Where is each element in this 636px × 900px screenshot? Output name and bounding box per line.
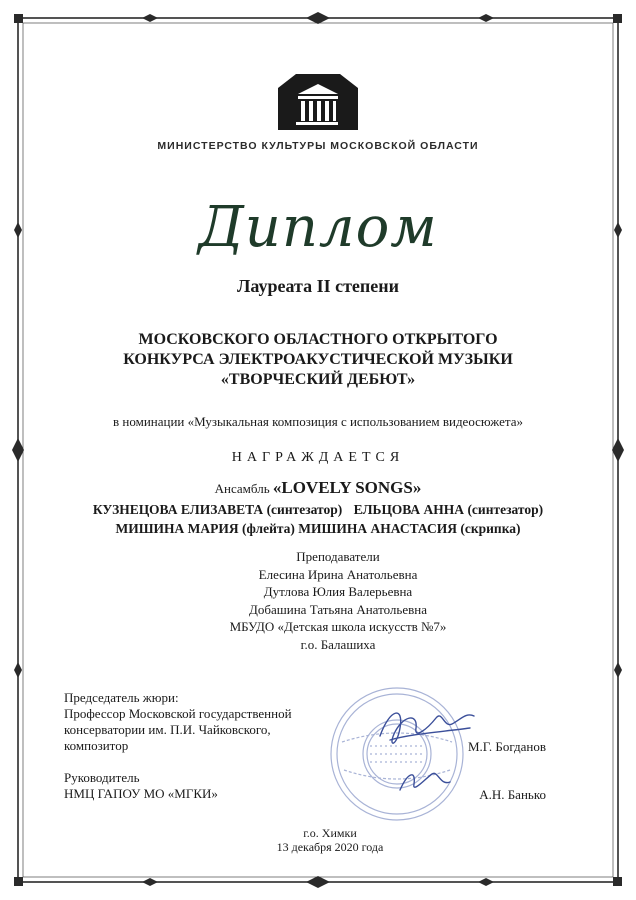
jury-line: консерватории им. П.И. Чайковского, [64, 722, 271, 737]
nomination: в номинации «Музыкальная композиция с использованием видеосюжета» [113, 414, 523, 429]
issue-date: 13 декабря 2020 года [276, 840, 384, 854]
teacher-name: Дутлова Юлия Валерьевна [263, 584, 413, 599]
members [0, 500, 636, 538]
ensemble [0, 478, 636, 498]
member-name: МИШИНА МАРИЯ [115, 521, 239, 536]
signature-mark [370, 698, 482, 800]
member-name: ЕЛЬЦОВА АННА [353, 502, 465, 517]
school-name: МБУДО «Детская школа искусств №7» [229, 619, 447, 634]
jury-line: Председатель жюри: [64, 690, 179, 705]
ensemble-name: «LOVELY SONGS» [272, 478, 422, 497]
school-city: г.о. Балашиха [300, 636, 376, 652]
teachers-label: Преподаватели [296, 549, 380, 564]
awarded-heading: НАГРАЖДАЕТСЯ [231, 450, 405, 465]
director-name: А.Н. Банько [479, 787, 546, 802]
ensemble-prefix: Ансамбль [214, 481, 270, 496]
member-name: КУЗНЕЦОВА ЕЛИЗАВЕТА [92, 502, 264, 517]
director-block [64, 770, 218, 802]
jury-line: Профессор Московской государственной [64, 706, 292, 721]
contest-name [0, 330, 636, 390]
laureate-degree: Лауреата II степени [236, 276, 400, 296]
member-name: МИШИНА АНАСТАСИЯ [298, 521, 457, 536]
ministry-logo [276, 70, 360, 132]
contest-line: МОСКОВСКОГО ОБЛАСТНОГО ОТКРЫТОГО [138, 331, 498, 348]
member-role: (синтезатор) [266, 502, 343, 517]
members-line [0, 519, 636, 538]
teacher-name: Елесина Ирина Анатольевна [258, 566, 418, 582]
issue-place-date [0, 826, 636, 854]
contest-line: КОНКУРСА ЭЛЕКТРОАКУСТИЧЕСКОЙ МУЗЫКИ [123, 351, 513, 368]
jury-line: композитор [64, 738, 129, 753]
director-line: НМЦ ГАПОУ МО «МГКИ» [64, 786, 218, 801]
members-line [0, 500, 636, 519]
teachers [0, 548, 636, 653]
contest-line: «ТВОРЧЕСКИЙ ДЕБЮТ» [220, 371, 416, 388]
ministry-name: МИНИСТЕРСТВО КУЛЬТУРЫ МОСКОВСКОЙ ОБЛАСТИ [157, 140, 479, 152]
diploma-title: Диплом [198, 195, 438, 260]
jury-chair-block [64, 690, 292, 754]
jury-chair-name: М.Г. Богданов [468, 739, 546, 754]
director-line: Руководитель [64, 770, 140, 785]
member-role: (скрипка) [460, 521, 521, 536]
member-role: (флейта) [242, 521, 295, 536]
teacher-name: Добашина Татьяна Анатольевна [249, 601, 427, 617]
issue-city: г.о. Химки [303, 826, 357, 840]
member-role: (синтезатор) [467, 502, 544, 517]
